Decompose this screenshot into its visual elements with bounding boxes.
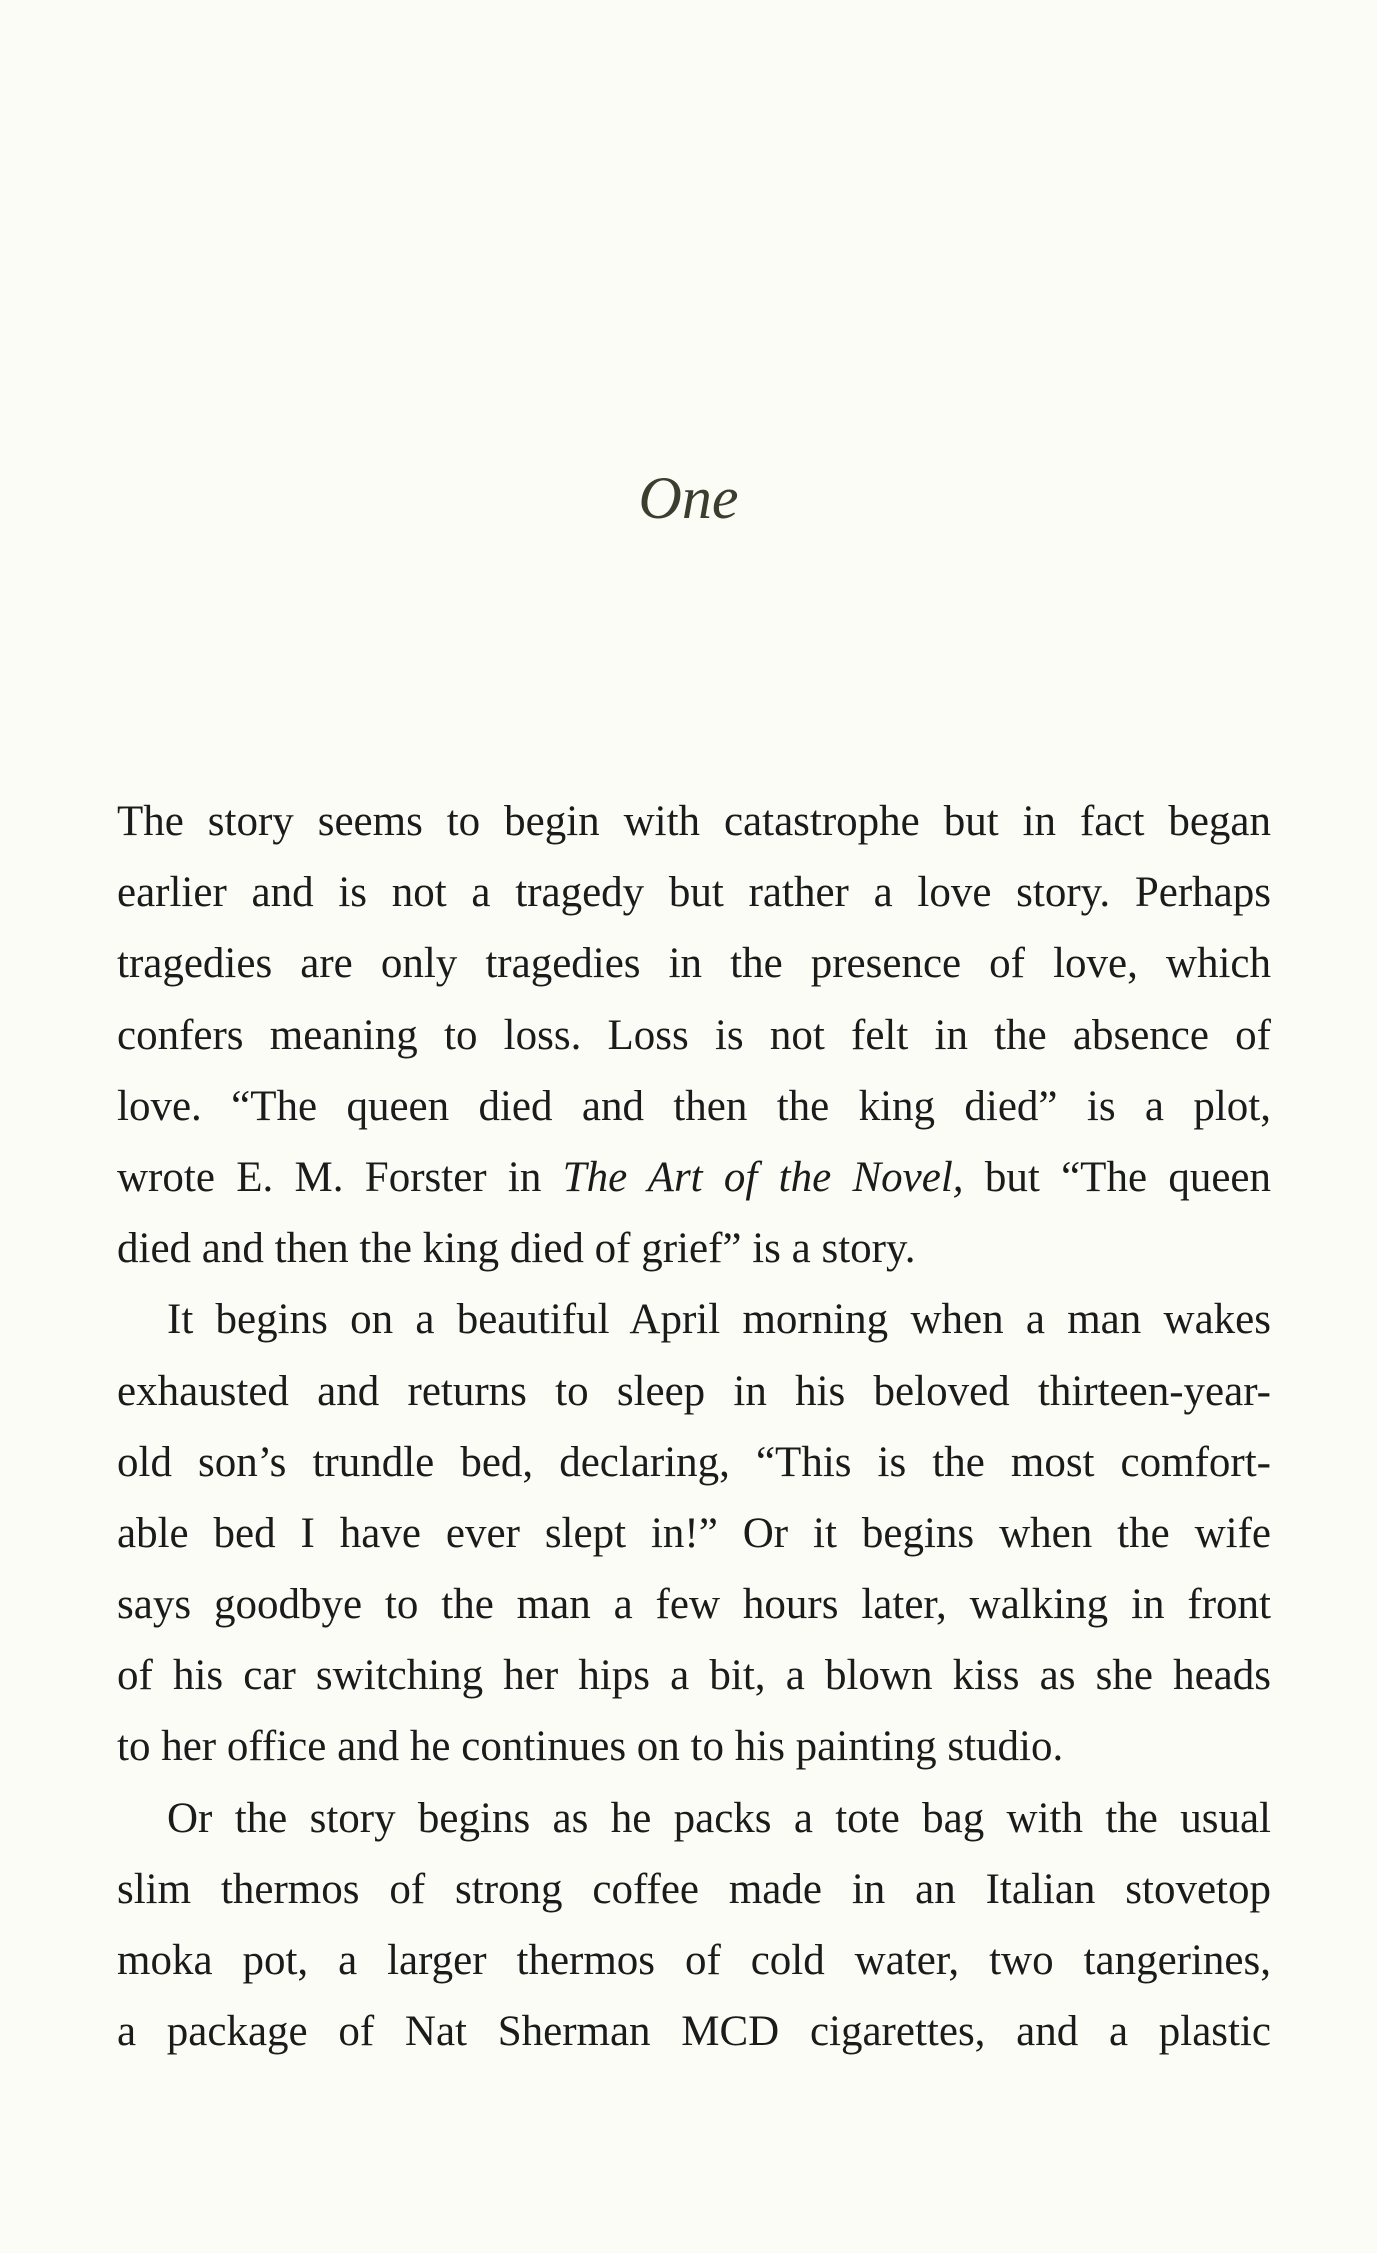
text-line: a package of Nat Sherman MCD cigarettes, and a plastic — [117, 2008, 1271, 2056]
text-line: tragedies are only tragedies in the presence of love, which — [117, 940, 1271, 988]
text-line: moka pot, a larger thermos of cold water, two tangerines, — [117, 1937, 1271, 1984]
text-line: exhausted and returns to sleep in his beloved thirteen-year- — [117, 1367, 1271, 1415]
text-line: died and then the king died of grief” is a story. — [117, 1225, 916, 1273]
text-line: says goodbye to the man a few hours later, walking in front — [117, 1581, 1271, 1629]
text-line: Or the story begins as he packs a tote bag with the usual — [167, 1794, 1271, 1842]
text-line: able bed I have ever slept in!” Or it begins when the wife — [117, 1509, 1271, 1557]
text-line: of his car switching her hips a bit, a blown kiss as she heads — [117, 1652, 1271, 1700]
text-line: old son’s trundle bed, declaring, “This is the most comfort- — [117, 1438, 1271, 1486]
text-line: It begins on a beautiful April morning when a man wakes — [167, 1296, 1271, 1344]
book-title: The Art of the Novel, — [562, 1153, 964, 1201]
text-line: slim thermos of strong coffee made in an Italian stovetop — [117, 1865, 1271, 1913]
text-fragment: but “The queen — [963, 1153, 1271, 1201]
text-line: The story seems to begin with catastrophe but in fact began — [117, 798, 1271, 845]
text-line — [117, 1142, 1271, 1213]
chapter-title: One — [638, 465, 739, 531]
text-line: earlier and is not a tragedy but rather a love story. Perhaps — [117, 869, 1271, 917]
text-line: to her office and he continues on to his painting studio. — [117, 1723, 1064, 1771]
text-fragment: wrote E. M. Forster in — [117, 1153, 563, 1201]
text-line: confers meaning to loss. Loss is not felt in the absence of — [117, 1011, 1271, 1059]
text-line: love. “The queen died and then the king died” is a plot, — [117, 1082, 1271, 1130]
chapter-body — [117, 786, 1271, 2067]
